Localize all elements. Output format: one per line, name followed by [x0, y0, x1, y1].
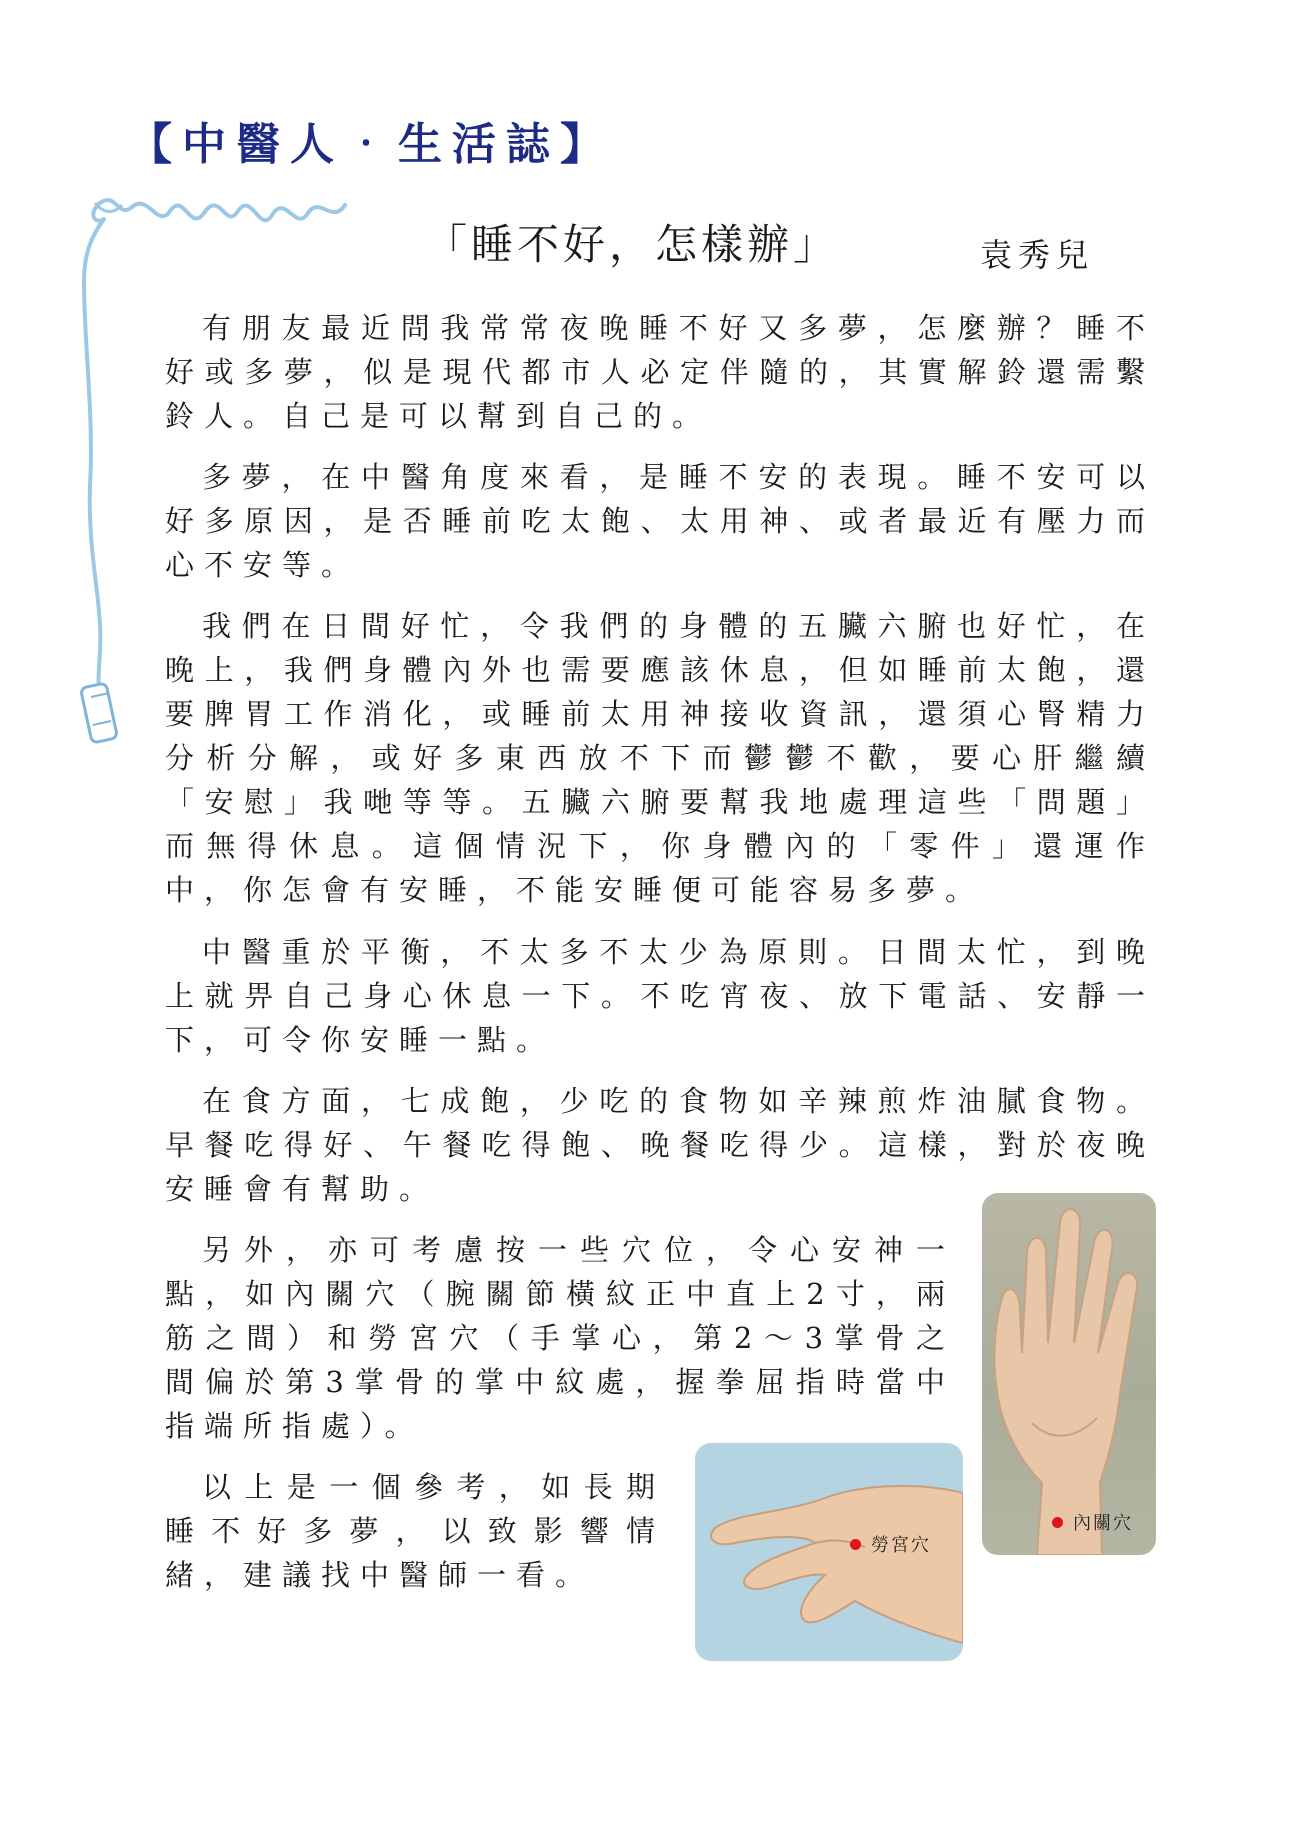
- article-author: 袁秀兒: [980, 236, 1095, 274]
- paragraph-balance: 中醫重於平衡，不太多不太少為原則。日間太忙，到晚上就畀自己身心休息一下。不吃宵夜、放下電話、安靜一下，可令你安睡一點。: [165, 935, 1155, 1057]
- paragraph-intro: 有朋友最近問我常常夜晚睡不好又多夢，怎麼辦？睡不好或多夢，似是現代都市人必定伴隨的，其實解鈴還需繫鈴人。自己是可以幫到自己的。: [165, 311, 1155, 433]
- wrist-photo: [982, 1193, 1156, 1555]
- article-title: 「睡不好，怎樣辦」: [425, 220, 840, 269]
- paragraph-organs: 我們在日間好忙，令我們的身體的五臟六腑也好忙，在晚上，我們身體內外也需要應該休息，但如睡前太飽，還要脾胃工作消化，或睡前太用神接收資訊，還須心腎精力分析分解，或好多東西放不下而鬱鬱不歡，要心肝繼續「安慰」我哋等等。五臟六腑要幫我地處理這些「問題」而無得休息。這個情況下，你身體內的「零件」還運作中，你怎會有安睡，不能安睡便可能容易多夢。: [165, 609, 1155, 907]
- paragraph-acupoints: 另外，亦可考慮按一些穴位，令心安神一點，如內關穴（腕關節橫紋正中直上2寸，兩筋之間）和勞宮穴（手掌心，第2～3掌骨之間偏於第3掌骨的掌中紋處，握拳屈指時當中指端所指處）。: [165, 1233, 955, 1443]
- laogong-label-text: 勞宮穴: [871, 1535, 931, 1556]
- column-title: 【中醫人‧生活誌】: [128, 119, 614, 170]
- laogong-label: [850, 1531, 931, 1557]
- open-palm-illustration: [982, 1193, 1156, 1555]
- laogong-marker: [850, 1539, 861, 1550]
- neiguan-label-text: 內關穴: [1073, 1513, 1133, 1534]
- neiguan-label: [1052, 1509, 1133, 1535]
- paragraph-diet: 在食方面，七成飽，少吃的食物如辛辣煎炸油膩食物。早餐吃得好、午餐吃得飽、晚餐吃得少。這樣，對於夜晚安睡會有幫助。: [165, 1084, 1155, 1206]
- palm-photo: [695, 1443, 963, 1661]
- paragraph-conclusion: 以上是一個參考，如長期睡不好多夢，以致影響情緒，建議找中醫師一看。: [165, 1470, 665, 1592]
- neiguan-marker: [1052, 1517, 1063, 1528]
- paragraph-dreams: 多夢，在中醫角度來看，是睡不安的表現。睡不安可以好多原因，是否睡前吃太飽、太用神、或者最近有壓力而心不安等。: [165, 460, 1155, 582]
